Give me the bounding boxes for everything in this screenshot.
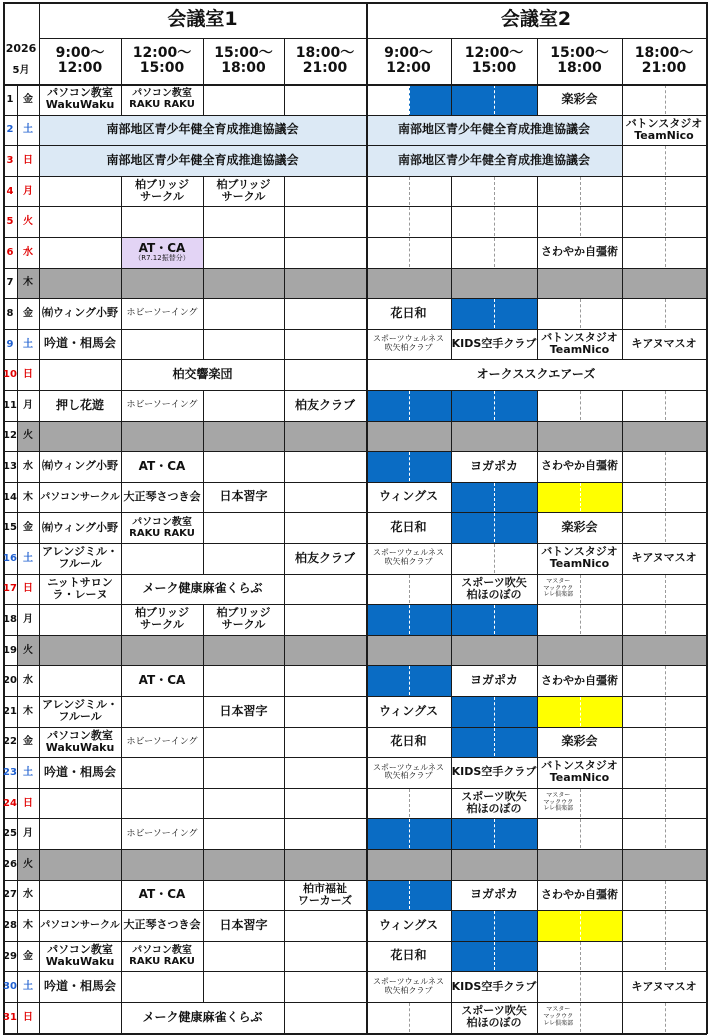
reservation-entry: バトンスタジオ TeamNico xyxy=(541,544,618,571)
reservation-entry: ウィングス xyxy=(379,703,438,718)
half-slot-divider xyxy=(580,789,581,818)
weekday-label: 日 xyxy=(23,797,33,809)
half-slot-divider xyxy=(494,238,495,267)
half-slot-divider xyxy=(665,575,666,604)
half-slot-divider xyxy=(409,666,410,695)
day-number: 18 xyxy=(3,613,17,625)
half-slot-divider xyxy=(494,299,495,328)
reservation-entry: 柏ブリッジ サークル xyxy=(216,177,271,204)
reservation-entry: 大正琴さつき会 xyxy=(123,918,201,932)
half-slot-divider xyxy=(409,819,410,848)
reservation-entry: 柏ブリッジ サークル xyxy=(216,606,271,632)
time-slot-header: 15:00～ 18:00 xyxy=(214,44,273,76)
day-number: 24 xyxy=(3,797,17,809)
reservation-entry: スポーツウェルネス 吹矢柏クラブ xyxy=(372,976,445,995)
reservation-entry: キアヌマスオ xyxy=(631,979,697,993)
reservation-entry: 日本習字 xyxy=(219,489,268,504)
half-slot-divider xyxy=(409,207,410,236)
half-slot-divider xyxy=(665,758,666,787)
half-slot-divider xyxy=(494,85,495,114)
day-number: 12 xyxy=(3,430,17,442)
half-slot-divider xyxy=(580,605,581,634)
half-slot-divider xyxy=(494,177,495,206)
time-slot-header: 9:00～ 12:00 xyxy=(384,44,433,76)
half-slot-divider xyxy=(409,452,410,481)
half-slot-divider xyxy=(665,605,666,634)
day-number: 10 xyxy=(3,369,17,381)
reservation-entry: AT・CA xyxy=(138,887,186,902)
reservation-entry: AT・CA xyxy=(138,458,186,473)
reservation-entry: キアヌマスオ xyxy=(631,336,697,350)
reservation-entry: メーク健康麻雀くらぶ xyxy=(142,581,263,596)
time-slot-header: 15:00～ 18:00 xyxy=(550,44,609,76)
reserved-block xyxy=(409,84,538,115)
half-slot-divider xyxy=(494,544,495,573)
half-slot-divider xyxy=(580,911,581,940)
half-slot-divider xyxy=(580,575,581,604)
reservation-entry: AT・CA xyxy=(138,672,186,687)
weekday-label: 日 xyxy=(23,369,33,381)
weekday-label: 月 xyxy=(23,828,33,840)
reservation-entry: パソコン教室 WakuWaku xyxy=(45,728,115,754)
day-number: 19 xyxy=(3,644,17,656)
half-slot-divider xyxy=(665,146,666,175)
day-number: 28 xyxy=(3,919,17,931)
day-number: 25 xyxy=(3,828,17,840)
reservation-entry: ㈲ウィング小野 xyxy=(41,306,119,320)
reservation-entry: キアヌマスオ xyxy=(631,551,697,565)
reservation-entry: 南部地区青少年健全育成推進協議会 xyxy=(106,122,299,137)
half-slot-divider xyxy=(580,391,581,420)
reservation-entry: AT・CA （R7.12振替分） xyxy=(134,240,190,263)
half-slot-divider xyxy=(665,728,666,757)
half-slot-divider xyxy=(580,483,581,512)
day-number: 17 xyxy=(3,583,17,595)
half-slot-divider xyxy=(580,207,581,236)
reservation-entry: スポーツ吹矢 柏ほのぼの xyxy=(461,789,527,816)
day-number: 11 xyxy=(3,399,17,411)
half-slot-divider xyxy=(665,85,666,114)
reservation-entry: パソコン教室 RAKU RAKU xyxy=(129,88,195,111)
day-number: 1 xyxy=(6,93,14,105)
reservation-entry: 花日和 xyxy=(390,948,427,963)
half-slot-divider xyxy=(580,177,581,206)
month-label: 5月 xyxy=(12,65,30,77)
day-number: 16 xyxy=(3,552,17,564)
weekday-label: 水 xyxy=(23,246,33,258)
half-slot-divider xyxy=(665,483,666,512)
reservation-entry: ヨガポカ xyxy=(469,887,518,902)
weekday-label: 土 xyxy=(23,124,33,136)
reservation-entry: 楽彩会 xyxy=(561,91,598,106)
half-slot-divider xyxy=(665,697,666,726)
day-number: 20 xyxy=(3,675,17,687)
weekday-label: 土 xyxy=(23,981,33,993)
half-slot-divider xyxy=(665,391,666,420)
half-slot-divider xyxy=(494,605,495,634)
weekday-label: 火 xyxy=(23,858,33,870)
reservation-entry: 吟道・相馬会 xyxy=(43,336,116,351)
reservation-entry: ホビーソーイング xyxy=(126,400,198,411)
half-slot-divider xyxy=(494,697,495,726)
reservation-entry: 南部地区青少年健全育成推進協議会 xyxy=(397,122,590,137)
day-number: 13 xyxy=(3,460,17,472)
half-slot-divider xyxy=(409,177,410,206)
half-slot-divider xyxy=(665,819,666,848)
half-slot-divider xyxy=(665,881,666,910)
half-slot-divider xyxy=(409,789,410,818)
reservation-entry: ㈲ウィング小野 xyxy=(41,520,119,534)
day-number: 23 xyxy=(3,766,17,778)
reservation-entry: ウィングス xyxy=(379,489,438,504)
reservation-entry: 花日和 xyxy=(390,305,427,320)
time-slot-header: 12:00～ 15:00 xyxy=(464,44,524,76)
reservation-entry: 楽彩会 xyxy=(561,734,598,749)
half-slot-divider xyxy=(665,177,666,206)
half-slot-divider xyxy=(580,942,581,971)
day-number: 8 xyxy=(6,307,14,319)
day-number: 30 xyxy=(3,981,17,993)
weekday-label: 木 xyxy=(23,705,33,717)
weekday-label: 日 xyxy=(23,154,33,166)
reservation-entry: バトンスタジオ TeamNico xyxy=(541,330,618,357)
weekday-label: 金 xyxy=(23,93,33,105)
reservation-entry: マスター マックウク レレ倶楽部 xyxy=(543,577,574,599)
weekday-label: 金 xyxy=(23,307,33,319)
reservation-entry: 大正琴さつき会 xyxy=(123,489,201,503)
reservation-entry: ホビーソーイング xyxy=(126,308,198,319)
half-slot-divider xyxy=(409,1003,410,1032)
weekday-label: 土 xyxy=(23,552,33,564)
reservation-entry: 南部地区青少年健全育成推進協議会 xyxy=(106,152,299,167)
day-number: 26 xyxy=(3,858,17,870)
reservation-entry: 楽彩会 xyxy=(561,519,598,534)
half-slot-divider xyxy=(580,1003,581,1032)
reservation-entry: KIDS空手クラブ xyxy=(451,336,537,350)
reservation-entry: スポーツ吹矢 柏ほのぼの xyxy=(461,575,527,601)
reservation-entry: 柏市福祉 ワーカーズ xyxy=(297,881,353,907)
reservation-entry: パソコンサークル xyxy=(40,491,120,503)
half-slot-divider xyxy=(665,513,666,542)
reservation-entry: 日本習字 xyxy=(219,703,268,718)
reservation-entry: 柏友クラブ xyxy=(294,397,355,412)
entry-note: （R7.12振替分） xyxy=(134,254,190,263)
reservation-entry: 柏ブリッジ サークル xyxy=(134,177,190,204)
reservation-entry: 押し花遊 xyxy=(55,397,104,412)
half-slot-divider xyxy=(409,85,410,114)
reservation-entry: ヨガポカ xyxy=(469,458,518,473)
half-slot-divider xyxy=(665,666,666,695)
time-slot-header: 18:00～ 21:00 xyxy=(634,44,694,76)
day-number: 27 xyxy=(3,889,17,901)
reservation-entry: ホビーソーイング xyxy=(126,828,198,839)
half-slot-divider xyxy=(494,728,495,757)
half-slot-divider xyxy=(665,452,666,481)
half-slot-divider xyxy=(665,238,666,267)
reservation-entry: パソコン教室 WakuWaku xyxy=(45,942,115,969)
reservation-entry: さわやか自彊術 xyxy=(541,887,618,901)
room-1-title: 会議室1 xyxy=(167,8,238,31)
reservation-entry: さわやか自彊術 xyxy=(541,245,618,259)
half-slot-divider xyxy=(494,207,495,236)
half-slot-divider xyxy=(409,238,410,267)
weekday-label: 月 xyxy=(23,399,33,411)
half-slot-divider xyxy=(665,789,666,818)
weekday-label: 月 xyxy=(23,613,33,625)
weekday-label: 日 xyxy=(23,583,33,595)
weekday-label: 水 xyxy=(23,675,33,687)
reservation-entry: アレンジミル・ フルール xyxy=(41,697,118,724)
reservation-entry: 吟道・相馬会 xyxy=(43,978,116,993)
weekday-label: 日 xyxy=(23,1011,33,1023)
time-slot-header: 9:00～ 12:00 xyxy=(55,44,105,76)
reservation-entry: パソコン教室 RAKU RAKU xyxy=(129,944,195,968)
half-slot-divider xyxy=(409,605,410,634)
reservation-entry: さわやか自彊術 xyxy=(541,673,618,687)
half-slot-divider xyxy=(665,207,666,236)
reservation-entry: 吟道・相馬会 xyxy=(43,764,116,779)
half-slot-divider xyxy=(494,483,495,512)
weekday-label: 土 xyxy=(23,766,33,778)
weekday-label: 金 xyxy=(23,950,33,962)
reservation-entry: スポーツウェルネス 吹矢柏クラブ xyxy=(372,334,445,353)
reservation-entry: ホビーソーイング xyxy=(126,736,198,747)
half-slot-divider xyxy=(494,942,495,971)
reservation-entry: 花日和 xyxy=(390,734,427,749)
day-number: 9 xyxy=(6,338,14,350)
day-number: 5 xyxy=(6,216,14,228)
half-slot-divider xyxy=(665,942,666,971)
reservation-entry: スポーツウェルネス 吹矢柏クラブ xyxy=(372,762,445,781)
half-slot-divider xyxy=(409,575,410,604)
half-slot-divider xyxy=(409,881,410,910)
room-2-title: 会議室2 xyxy=(500,8,572,31)
day-number: 31 xyxy=(3,1011,17,1023)
day-number: 2 xyxy=(6,124,14,136)
reservation-entry: スポーツウェルネス 吹矢柏クラブ xyxy=(372,548,445,567)
reservation-entry: ウィングス xyxy=(379,917,438,932)
reservation-entry: 南部地区青少年健全育成推進協議会 xyxy=(397,152,590,167)
time-slot-header: 18:00～ 21:00 xyxy=(295,44,355,76)
half-slot-divider xyxy=(665,299,666,328)
day-number: 4 xyxy=(6,185,14,197)
reservation-entry: 花日和 xyxy=(390,519,427,534)
reservation-entry: パソコン教室 WakuWaku xyxy=(45,85,115,112)
reservation-entry: マスター マックウク レレ倶楽部 xyxy=(543,1006,574,1027)
day-number: 6 xyxy=(6,246,14,258)
reservation-entry: アレンジミル・ フルール xyxy=(41,544,118,571)
reservation-entry: KIDS空手クラブ xyxy=(451,765,537,779)
weekday-label: 火 xyxy=(23,216,33,228)
half-slot-divider xyxy=(494,819,495,848)
reservation-entry: パソコンサークル xyxy=(40,919,120,931)
half-slot-divider xyxy=(665,911,666,940)
reservation-entry: マスター マックウク レレ倶楽部 xyxy=(543,792,574,813)
reservation-entry: パソコン教室 RAKU RAKU xyxy=(129,516,195,539)
reservation-entry: KIDS空手クラブ xyxy=(451,979,537,993)
reservation-entry: バトンスタジオ TeamNico xyxy=(625,116,703,142)
half-slot-divider xyxy=(580,819,581,848)
half-slot-divider xyxy=(665,1003,666,1032)
day-number: 15 xyxy=(3,522,17,534)
reservation-entry: バトンスタジオ TeamNico xyxy=(541,759,618,785)
half-slot-divider xyxy=(494,513,495,542)
half-slot-divider xyxy=(580,299,581,328)
reservation-entry: 柏ブリッジ サークル xyxy=(134,606,190,632)
day-number: 3 xyxy=(6,154,14,166)
weekday-label: 火 xyxy=(23,644,33,656)
half-slot-divider xyxy=(580,697,581,726)
reservation-entry: オークススクエアーズ xyxy=(476,366,596,381)
half-slot-divider xyxy=(494,911,495,940)
reservation-entry: ヨガポカ xyxy=(469,672,518,687)
weekday-label: 木 xyxy=(23,491,33,503)
half-slot-divider xyxy=(409,391,410,420)
time-slot-header: 12:00～ 15:00 xyxy=(132,44,192,76)
reservation-entry: メーク健康麻雀くらぶ xyxy=(142,1009,263,1024)
half-slot-divider xyxy=(494,391,495,420)
weekday-label: 水 xyxy=(23,460,33,472)
year-label: 2026 xyxy=(5,41,37,55)
weekday-label: 火 xyxy=(23,430,33,442)
weekday-label: 水 xyxy=(23,889,33,901)
weekday-label: 金 xyxy=(23,736,33,748)
weekday-label: 月 xyxy=(23,185,33,197)
day-number: 7 xyxy=(6,277,14,289)
weekday-label: 土 xyxy=(23,338,33,350)
reservation-entry: ㈲ウィング小野 xyxy=(41,459,119,473)
reservation-entry: 柏友クラブ xyxy=(294,550,355,565)
reservation-entry: スポーツ吹矢 柏ほのぼの xyxy=(461,1003,527,1030)
reservation-entry: ニットサロン ラ・レーヌ xyxy=(47,575,113,601)
reservation-entry: 日本習字 xyxy=(219,917,268,932)
day-number: 29 xyxy=(3,950,17,962)
day-number: 14 xyxy=(3,491,17,503)
day-number: 21 xyxy=(3,705,17,717)
weekday-label: 木 xyxy=(23,919,33,931)
reservation-entry: 柏交響楽団 xyxy=(172,366,233,381)
day-number: 22 xyxy=(3,736,17,748)
half-slot-divider xyxy=(580,972,581,1001)
weekday-label: 金 xyxy=(23,522,33,534)
reservation-entry: さわやか自彊術 xyxy=(541,459,618,473)
weekday-label: 木 xyxy=(23,277,33,289)
